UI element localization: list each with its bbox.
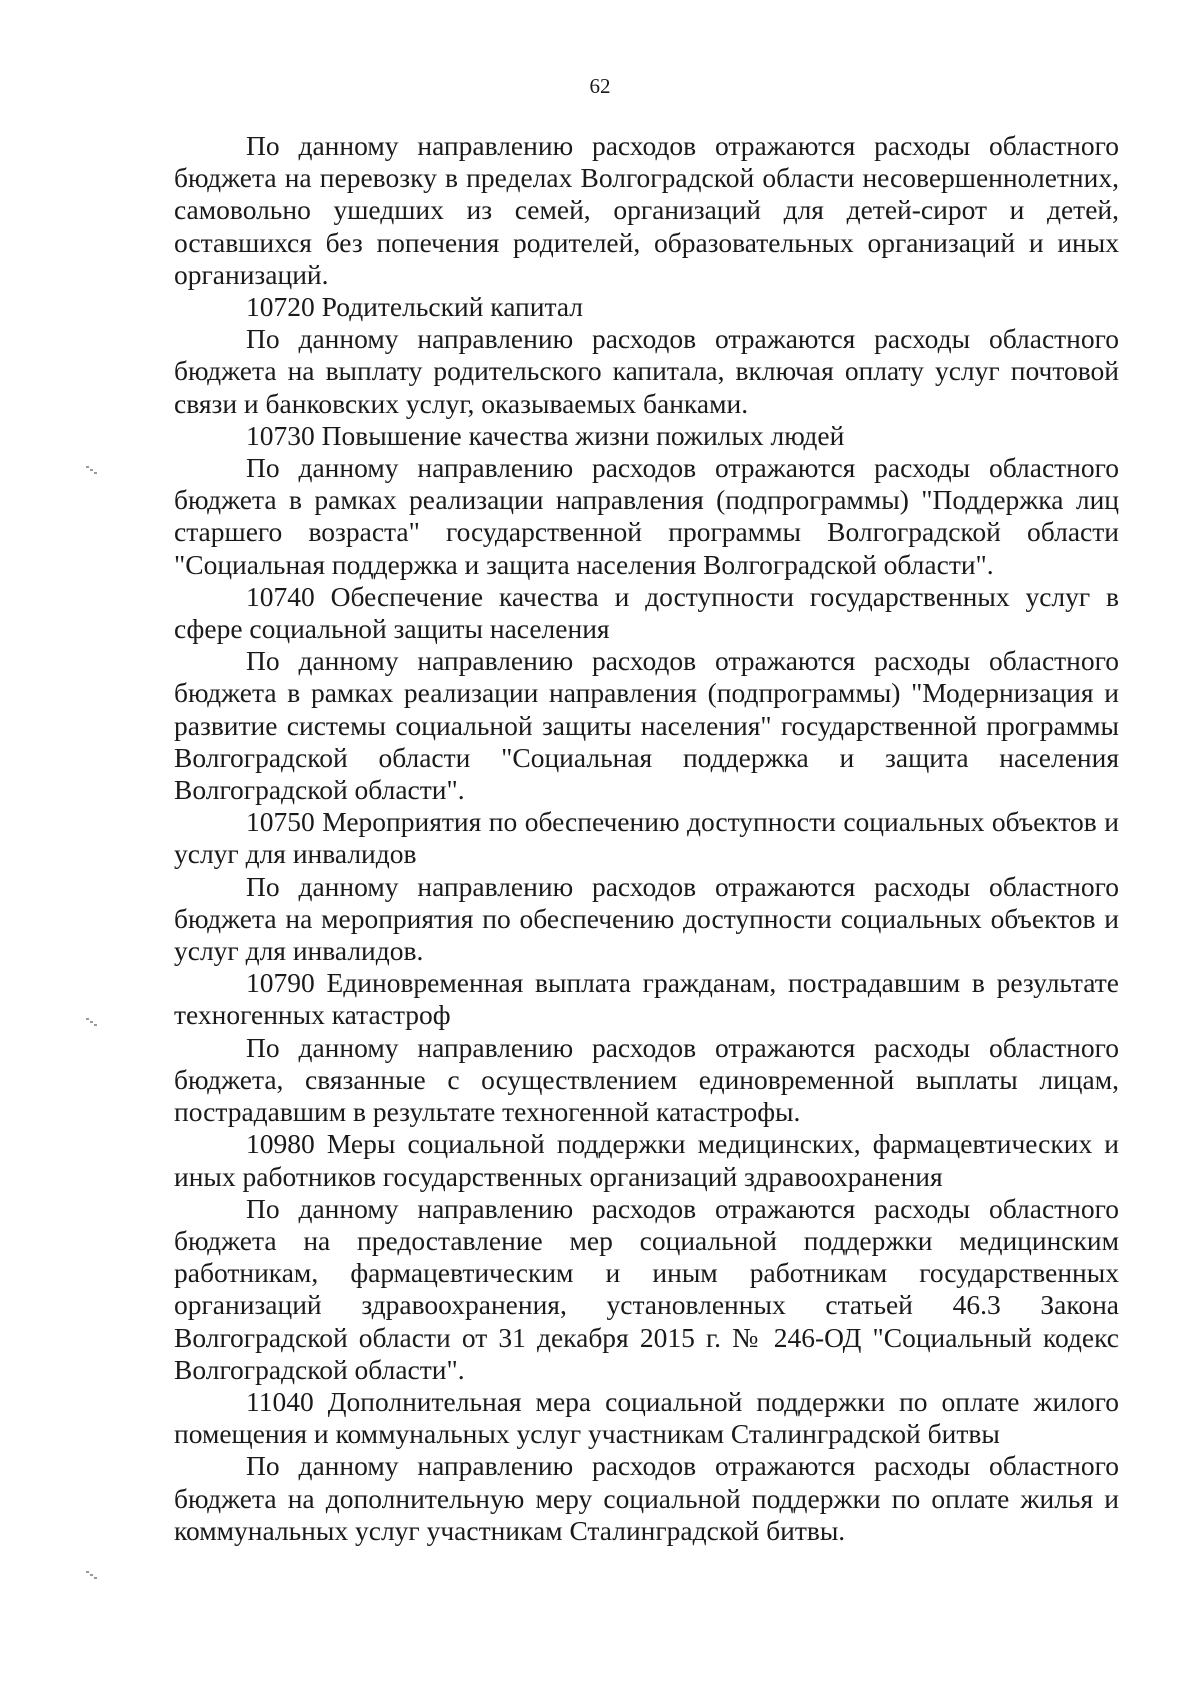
paragraph: По данному направлению расходов отражаются расходы областного бюджета на перевозку в пределах Волгоградской области несовершеннолетних, самовольно ушедших из семей, организаций для детей-сирот и детей, оставшихся без попечения родителей, образовательных организаций и иных организаций. — [174, 130, 1119, 290]
paragraph: По данному направлению расходов отражаются расходы областного бюджета на выплату родительского капитала, включая оплату услуг почтовой связи и банковских услуг, оказываемых банками. — [174, 323, 1119, 419]
paragraph: По данному направлению расходов отражаются расходы областного бюджета, связанные с осуществлением единовременной выплаты лицам, пострадавшим в результате техногенной катастрофы. — [174, 1031, 1119, 1128]
paragraph: По данному направлению расходов отражаются расходы областного бюджета в рамках реализации направления (подпрограммы) "Поддержка лиц старшего возраста" государственной программы Волгоградской области "Социальная поддержка и защита населения Волгоградской области". — [174, 452, 1119, 580]
section-heading: 10980 Меры социальной поддержки медицинских, фармацевтических и иных работников государственных организаций здравоохранения — [174, 1128, 1119, 1192]
section-heading: 10790 Единовременная выплата гражданам, пострадавшим в результате техногенных катастроф — [174, 967, 1119, 1031]
page-number: 62 — [589, 74, 611, 98]
section-heading: 11040 Дополнительная мера социальной поддержки по оплате жилого помещения и коммунальных услуг участникам Сталинградской битвы — [174, 1385, 1119, 1450]
paragraph: По данному направлению расходов отражаются расходы областного бюджета в рамках реализации направления (подпрограммы) "Модернизация и развитие системы социальной защиты населения" государственной программы Волгоградской области "Социальная поддержка и защита населения Волгоградской области". — [174, 645, 1119, 806]
document-body — [174, 130, 1119, 1547]
scan-mark — [86, 1571, 100, 1579]
paragraph: По данному направлению расходов отражаются расходы областного бюджета на предоставление мер социальной поддержки медицинским работникам, фармацевтическим и иным работникам государственных организаций здравоохранения, установленных статьей 46.3 Закона Волгоградской области от 31 декабря 2015 г. № 246-ОД "Социальный кодекс Волгоградской области". — [174, 1192, 1119, 1385]
paragraph: По данному направлению расходов отражаются расходы областного бюджета на дополнительную меру социальной поддержки по оплате жилья и коммунальных услуг участникам Сталинградской битвы. — [174, 1450, 1119, 1546]
paragraph: По данному направлению расходов отражаются расходы областного бюджета на мероприятия по обеспечению доступности социальных объектов и услуг для инвалидов. — [174, 870, 1119, 967]
section-heading: 10730 Повышение качества жизни пожилых людей — [246, 419, 845, 451]
scan-mark — [86, 1018, 100, 1026]
section-heading: 10750 Мероприятия по обеспечению доступности социальных объектов и услуг для инвалидов — [174, 806, 1119, 870]
scan-mark — [86, 466, 100, 474]
section-heading: 10720 Родительский капитал — [246, 291, 584, 323]
section-heading: 10740 Обеспечение качества и доступности государственных услуг в сфере социальной защиты населения — [174, 580, 1119, 645]
